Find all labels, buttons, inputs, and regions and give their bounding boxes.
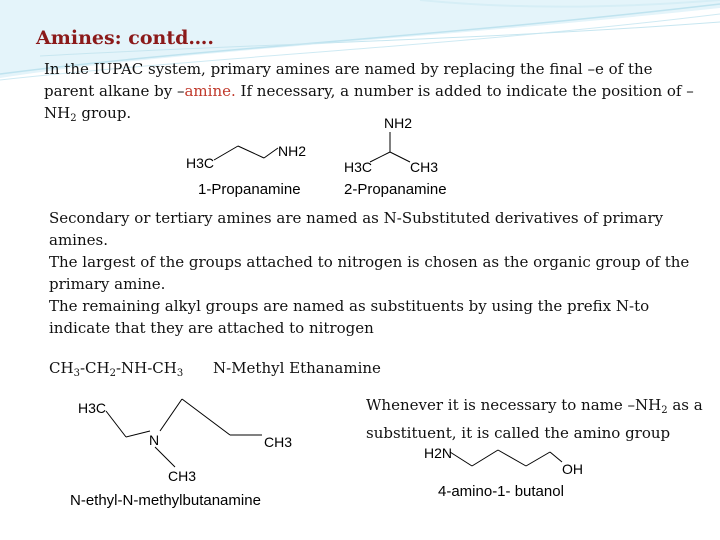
intro-text-end: group. — [76, 104, 132, 122]
structure-2-propanamine — [340, 110, 480, 200]
amine-highlight: amine. — [184, 82, 236, 100]
amino-sub: 2 — [661, 405, 668, 416]
formula-part: CH — [49, 359, 74, 377]
h3c-label: H3C — [186, 155, 215, 171]
ch3-bottom-label: CH3 — [168, 468, 197, 484]
secondary-line-2: The largest of the groups attached to nitrogen is chosen as the organic group of the primary amine. — [49, 253, 690, 293]
structure-1-propanamine — [180, 138, 330, 200]
structure-4-amino-1-butanol — [420, 440, 600, 504]
formula-sub: 3 — [176, 368, 184, 379]
n-label: N — [149, 432, 160, 448]
h3c-label: H3C — [78, 400, 107, 416]
slide-title: Amines: contd…. — [36, 27, 215, 49]
secondary-line-3: The remaining alkyl groups are named as substituents by using the prefix N-to indicate that they are attached to nitrogen — [49, 297, 650, 337]
secondary-paragraph — [49, 207, 699, 339]
h2n-label: H2N — [424, 445, 453, 461]
formula-sub: 2 — [109, 368, 116, 379]
name-2-propanamine: 2-Propanamine — [344, 181, 447, 198]
formula-part: -CH — [79, 359, 110, 377]
amino-paragraph — [366, 394, 711, 444]
structure-n-ethyl-n-methylbutanamine — [66, 393, 296, 513]
intro-text: In the IUPAC system, primary amines are named by replacing the final –e of the parent alkane by – — [44, 60, 653, 100]
name-1-propanamine: 1-Propanamine — [198, 181, 301, 198]
formula-sub: 3 — [73, 368, 80, 379]
name-n-ethyl-n-methylbutanamine: N-ethyl-N-methylbutanamine — [70, 492, 261, 509]
nh2-label: NH2 — [278, 143, 307, 159]
name-4-amino-1-butanol: 4-amino-1- butanol — [438, 483, 564, 500]
oh-label: OH — [562, 461, 583, 477]
example-name: N-Methyl Ethanamine — [213, 359, 381, 377]
h3c-label: H3C — [344, 159, 373, 175]
intro-text-after: If necessary, a number is added to indicate the position of –NH — [44, 82, 694, 122]
formula-part: -NH-CH — [115, 359, 177, 377]
example-formula — [49, 359, 183, 379]
ch3-label: CH3 — [410, 159, 439, 175]
amino-text-after: as a substituent, it is called the amino group — [366, 396, 703, 442]
intro-sub: 2 — [70, 113, 77, 124]
secondary-line-1: Secondary or tertiary amines are named as N-Substituted derivatives of primary amines. — [49, 209, 664, 249]
nh2-top-label: NH2 — [384, 115, 413, 131]
ch3-right-label: CH3 — [264, 434, 293, 450]
amino-text: Whenever it is necessary to name –NH — [366, 396, 662, 414]
